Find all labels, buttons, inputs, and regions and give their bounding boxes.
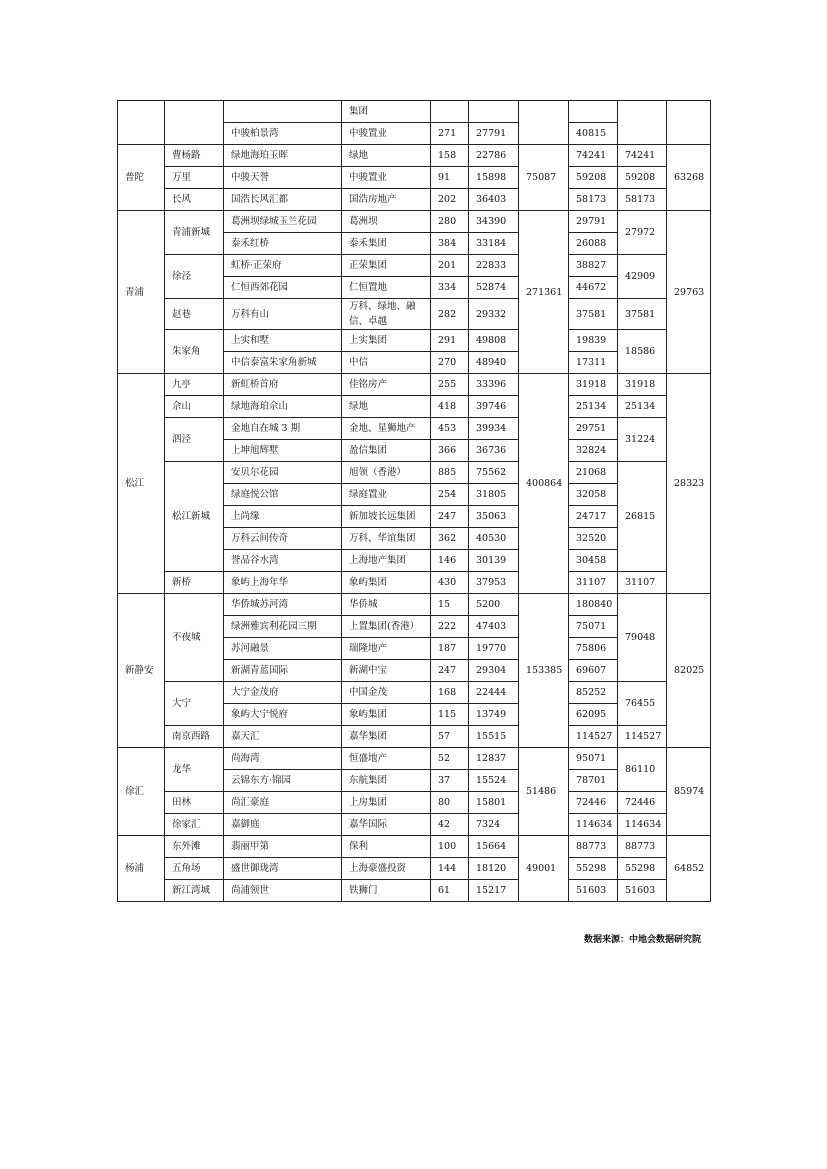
table-cell: 曹杨路 <box>165 145 224 167</box>
table-cell: 15 <box>431 594 469 616</box>
table-cell: 48940 <box>469 352 519 374</box>
table-row <box>118 462 711 484</box>
table-cell: 180840 <box>569 594 618 616</box>
table-cell: 37581 <box>569 299 618 330</box>
table-cell: 青浦新城 <box>165 211 224 255</box>
table-cell: 418 <box>431 396 469 418</box>
table-cell: 36736 <box>469 440 519 462</box>
table-cell: 泰禾红桥 <box>224 233 342 255</box>
table-row <box>118 167 711 189</box>
table-cell: 华侨城苏河湾 <box>224 594 342 616</box>
table-cell: 15664 <box>469 836 519 858</box>
table-cell: 21068 <box>569 462 618 484</box>
table-cell: 75087 <box>519 145 569 211</box>
table-cell: 新桥 <box>165 572 224 594</box>
table-cell: 仁恒置地 <box>342 277 431 299</box>
table-cell: 58173 <box>618 189 667 211</box>
table-cell: 28323 <box>667 374 711 594</box>
table-cell: 86110 <box>618 748 667 792</box>
table-cell: 114527 <box>618 726 667 748</box>
table-cell: 334 <box>431 277 469 299</box>
table-cell: 东外滩 <box>165 836 224 858</box>
table-cell: 37953 <box>469 572 519 594</box>
table-cell: 29751 <box>569 418 618 440</box>
table-cell: 74241 <box>569 145 618 167</box>
table-cell: 55298 <box>618 858 667 880</box>
table-cell <box>618 101 667 145</box>
table-row <box>118 814 711 836</box>
table-cell <box>165 101 224 145</box>
table-cell: 誉品谷水湾 <box>224 550 342 572</box>
table-cell: 36403 <box>469 189 519 211</box>
table-row <box>118 211 711 233</box>
table-cell: 虹桥·正荣府 <box>224 255 342 277</box>
table-cell: 254 <box>431 484 469 506</box>
table-cell: 铁狮门 <box>342 880 431 902</box>
table-cell: 云锦东方·锦园 <box>224 770 342 792</box>
table-cell: 35063 <box>469 506 519 528</box>
table-cell: 430 <box>431 572 469 594</box>
table-cell: 7324 <box>469 814 519 836</box>
table-cell: 上尚缘 <box>224 506 342 528</box>
table-cell: 75562 <box>469 462 519 484</box>
table-cell: 146 <box>431 550 469 572</box>
table-row <box>118 255 711 277</box>
table-cell: 朱家角 <box>165 330 224 374</box>
table-cell: 上房集团 <box>342 792 431 814</box>
table-cell: 22786 <box>469 145 519 167</box>
table-cell: 翡丽甲第 <box>224 836 342 858</box>
table-cell: 72446 <box>618 792 667 814</box>
table-cell: 63268 <box>667 145 711 211</box>
table-cell: 新湖青蓝国际 <box>224 660 342 682</box>
table-cell: 瑞隆地产 <box>342 638 431 660</box>
table-cell: 嘉天汇 <box>224 726 342 748</box>
table-cell: 75806 <box>569 638 618 660</box>
table-cell: 114527 <box>569 726 618 748</box>
table-cell: 49001 <box>519 836 569 902</box>
table-cell: 尚汇豪庭 <box>224 792 342 814</box>
table-cell: 国浩房地产 <box>342 189 431 211</box>
table-cell: 282 <box>431 299 469 330</box>
table-cell: 25134 <box>618 396 667 418</box>
table-cell: 中骏置业 <box>342 167 431 189</box>
table-cell: 华侨城 <box>342 594 431 616</box>
table-cell: 松江 <box>118 374 165 594</box>
table-cell: 新静安 <box>118 594 165 748</box>
table-cell: 100 <box>431 836 469 858</box>
table-cell: 万科云间传奇 <box>224 528 342 550</box>
table-cell: 29332 <box>469 299 519 330</box>
table-cell: 18120 <box>469 858 519 880</box>
table-cell: 78701 <box>569 770 618 792</box>
table-cell: 杨浦 <box>118 836 165 902</box>
table-cell: 26088 <box>569 233 618 255</box>
table-cell: 万科、绿地、融信、卓越 <box>342 299 431 330</box>
table-cell: 64852 <box>667 836 711 902</box>
table-cell: 31224 <box>618 418 667 462</box>
table-cell: 88773 <box>569 836 618 858</box>
table-cell: 上实集团 <box>342 330 431 352</box>
table-row <box>118 330 711 352</box>
table-cell: 187 <box>431 638 469 660</box>
table-cell: 龙华 <box>165 748 224 792</box>
table-cell: 34390 <box>469 211 519 233</box>
table-cell: 尚浦领世 <box>224 880 342 902</box>
table-cell: 集团 <box>342 101 431 123</box>
table-cell: 19839 <box>569 330 618 352</box>
table-cell: 泗泾 <box>165 418 224 462</box>
table-cell: 17311 <box>569 352 618 374</box>
table-cell: 徐汇 <box>118 748 165 836</box>
table-cell: 33396 <box>469 374 519 396</box>
table-cell: 新湖中宝 <box>342 660 431 682</box>
table-cell: 31918 <box>618 374 667 396</box>
table-cell: 徐泾 <box>165 255 224 299</box>
table-cell: 39746 <box>469 396 519 418</box>
table-cell: 长风 <box>165 189 224 211</box>
table-cell: 30139 <box>469 550 519 572</box>
table-row <box>118 682 711 704</box>
table-cell: 27972 <box>618 211 667 255</box>
table-cell: 绿庭悦公馆 <box>224 484 342 506</box>
housing-data-table <box>117 100 711 902</box>
table-cell: 52 <box>431 748 469 770</box>
table-cell: 453 <box>431 418 469 440</box>
table-cell: 80 <box>431 792 469 814</box>
table-cell: 55298 <box>569 858 618 880</box>
table-cell: 万科、华谊集团 <box>342 528 431 550</box>
table-cell: 79048 <box>618 594 667 682</box>
table-cell: 31107 <box>618 572 667 594</box>
table-cell: 51603 <box>618 880 667 902</box>
table-cell: 31107 <box>569 572 618 594</box>
table-cell: 291 <box>431 330 469 352</box>
table-cell: 五角场 <box>165 858 224 880</box>
table-cell: 5200 <box>469 594 519 616</box>
table-cell: 南京西路 <box>165 726 224 748</box>
table-cell: 115 <box>431 704 469 726</box>
table-cell: 绿地 <box>342 145 431 167</box>
table-row <box>118 594 711 616</box>
table-cell: 15217 <box>469 880 519 902</box>
table-cell: 徐家汇 <box>165 814 224 836</box>
table-cell: 280 <box>431 211 469 233</box>
table-cell: 象屿集团 <box>342 572 431 594</box>
table-cell: 114634 <box>569 814 618 836</box>
table-row <box>118 880 711 902</box>
table-cell: 佘山 <box>165 396 224 418</box>
table-cell: 15515 <box>469 726 519 748</box>
table-cell: 37581 <box>618 299 667 330</box>
table-cell: 保利 <box>342 836 431 858</box>
table-cell <box>118 101 165 145</box>
table-cell: 上实和墅 <box>224 330 342 352</box>
table-cell: 中骏柏景湾 <box>224 123 342 145</box>
table-cell: 27791 <box>469 123 519 145</box>
table-cell: 270 <box>431 352 469 374</box>
table-cell: 91 <box>431 167 469 189</box>
table-cell: 普陀 <box>118 145 165 211</box>
table-cell: 24717 <box>569 506 618 528</box>
table-row <box>118 572 711 594</box>
table-row <box>118 748 711 770</box>
table-cell: 366 <box>431 440 469 462</box>
table-cell: 29791 <box>569 211 618 233</box>
table-cell: 盛世御珑湾 <box>224 858 342 880</box>
table-cell: 苏河融景 <box>224 638 342 660</box>
table-cell: 大宁 <box>165 682 224 726</box>
table-cell <box>224 101 342 123</box>
table-cell: 58173 <box>569 189 618 211</box>
table-cell: 新江湾城 <box>165 880 224 902</box>
table-cell: 旭领（香港） <box>342 462 431 484</box>
table-cell: 绿地海珀玉晖 <box>224 145 342 167</box>
table-cell: 万里 <box>165 167 224 189</box>
table-row <box>118 396 711 418</box>
table-cell <box>667 101 711 145</box>
table-cell: 158 <box>431 145 469 167</box>
table-cell: 74241 <box>618 145 667 167</box>
table-cell: 29304 <box>469 660 519 682</box>
table-cell: 象屿集团 <box>342 704 431 726</box>
table-cell: 不夜城 <box>165 594 224 682</box>
table-cell: 赵巷 <box>165 299 224 330</box>
table-cell: 82025 <box>667 594 711 748</box>
table-cell: 51486 <box>519 748 569 836</box>
table-cell: 15801 <box>469 792 519 814</box>
table-cell: 76455 <box>618 682 667 726</box>
table-cell: 青浦 <box>118 211 165 374</box>
table-cell: 31805 <box>469 484 519 506</box>
table-cell: 象屿大宁悦府 <box>224 704 342 726</box>
table-cell: 正荣集团 <box>342 255 431 277</box>
table-row <box>118 792 711 814</box>
table-cell: 金地自在城 3 期 <box>224 418 342 440</box>
table-cell: 绿地海珀佘山 <box>224 396 342 418</box>
table-cell: 万科有山 <box>224 299 342 330</box>
table-row <box>118 145 711 167</box>
table-cell: 中骏天誉 <box>224 167 342 189</box>
table-cell <box>569 101 618 123</box>
table-cell: 88773 <box>618 836 667 858</box>
table-cell: 51603 <box>569 880 618 902</box>
table-cell: 葛洲坝 <box>342 211 431 233</box>
table-cell: 39934 <box>469 418 519 440</box>
table-cell: 201 <box>431 255 469 277</box>
table-cell: 18586 <box>618 330 667 374</box>
table-cell: 13749 <box>469 704 519 726</box>
table-cell: 22833 <box>469 255 519 277</box>
data-source-note: 数据来源：中地会数据研究院 <box>583 935 701 945</box>
table-cell: 仁恒西郊花园 <box>224 277 342 299</box>
table-cell: 中骏置业 <box>342 123 431 145</box>
table-cell: 22444 <box>469 682 519 704</box>
table-cell: 31918 <box>569 374 618 396</box>
table-cell: 上坤旭辉墅 <box>224 440 342 462</box>
table-cell: 新虹桥首府 <box>224 374 342 396</box>
table-cell: 大宁金茂府 <box>224 682 342 704</box>
table-cell: 绿庭置业 <box>342 484 431 506</box>
table-cell: 42 <box>431 814 469 836</box>
table-cell: 202 <box>431 189 469 211</box>
table-cell: 52874 <box>469 277 519 299</box>
table-cell: 金地、星狮地产 <box>342 418 431 440</box>
table-row <box>118 418 711 440</box>
table-cell: 85974 <box>667 748 711 836</box>
table-cell: 上海地产集团 <box>342 550 431 572</box>
table-cell <box>469 101 519 123</box>
table-cell: 168 <box>431 682 469 704</box>
table-cell: 247 <box>431 660 469 682</box>
table-cell: 东航集团 <box>342 770 431 792</box>
table-cell: 75071 <box>569 616 618 638</box>
table-cell: 九亭 <box>165 374 224 396</box>
table-cell: 144 <box>431 858 469 880</box>
table-cell: 32824 <box>569 440 618 462</box>
table-cell: 安贝尔花园 <box>224 462 342 484</box>
table-cell: 12837 <box>469 748 519 770</box>
table-cell: 15898 <box>469 167 519 189</box>
table-row <box>118 858 711 880</box>
table-cell: 30458 <box>569 550 618 572</box>
table-cell: 上置集团(香港） <box>342 616 431 638</box>
table-cell: 362 <box>431 528 469 550</box>
table-cell: 885 <box>431 462 469 484</box>
table-body <box>118 101 711 902</box>
table-cell: 嘉华国际 <box>342 814 431 836</box>
table-cell: 61 <box>431 880 469 902</box>
table-cell: 57 <box>431 726 469 748</box>
table-cell: 247 <box>431 506 469 528</box>
table-cell: 255 <box>431 374 469 396</box>
table-cell: 271 <box>431 123 469 145</box>
table-row <box>118 836 711 858</box>
table-cell: 59208 <box>618 167 667 189</box>
table-cell: 222 <box>431 616 469 638</box>
table-cell: 400864 <box>519 374 569 594</box>
table-cell: 上海豪盛投资 <box>342 858 431 880</box>
table-cell: 40815 <box>569 123 618 145</box>
table-cell: 32520 <box>569 528 618 550</box>
table-cell: 象屿上海年华 <box>224 572 342 594</box>
table-cell: 佳铭房产 <box>342 374 431 396</box>
table-cell: 15524 <box>469 770 519 792</box>
table-cell: 绿地 <box>342 396 431 418</box>
table-cell: 49808 <box>469 330 519 352</box>
table-cell: 69607 <box>569 660 618 682</box>
table-cell: 25134 <box>569 396 618 418</box>
table-cell: 嘉华集团 <box>342 726 431 748</box>
table-cell <box>431 101 469 123</box>
table-cell: 松江新城 <box>165 462 224 572</box>
table-cell: 中信泰富朱家角新城 <box>224 352 342 374</box>
table-cell: 40530 <box>469 528 519 550</box>
table-cell <box>519 101 569 145</box>
table-row <box>118 101 711 123</box>
table-cell: 32058 <box>569 484 618 506</box>
table-cell: 29763 <box>667 211 711 374</box>
table-cell: 国浩长风汇都 <box>224 189 342 211</box>
table-cell: 中国金茂 <box>342 682 431 704</box>
table-cell: 72446 <box>569 792 618 814</box>
table-cell: 59208 <box>569 167 618 189</box>
table-cell: 新加坡长远集团 <box>342 506 431 528</box>
table-cell: 114634 <box>618 814 667 836</box>
table-cell: 中信 <box>342 352 431 374</box>
table-cell: 38827 <box>569 255 618 277</box>
table-cell: 26815 <box>618 462 667 572</box>
table-cell: 95071 <box>569 748 618 770</box>
table-cell: 85252 <box>569 682 618 704</box>
table-cell: 尚海湾 <box>224 748 342 770</box>
table-cell: 42909 <box>618 255 667 299</box>
table-cell: 19770 <box>469 638 519 660</box>
table-cell: 葛洲坝绿城玉兰花园 <box>224 211 342 233</box>
table-cell: 绿洲雅宾利花园三期 <box>224 616 342 638</box>
table-cell: 153385 <box>519 594 569 748</box>
table-cell: 恒盛地产 <box>342 748 431 770</box>
table-row <box>118 726 711 748</box>
table-row <box>118 374 711 396</box>
table-cell: 33184 <box>469 233 519 255</box>
table-cell: 泰禾集团 <box>342 233 431 255</box>
table-cell: 37 <box>431 770 469 792</box>
table-cell: 384 <box>431 233 469 255</box>
table-cell: 田林 <box>165 792 224 814</box>
table-row <box>118 189 711 211</box>
table-cell: 44672 <box>569 277 618 299</box>
table-cell: 62095 <box>569 704 618 726</box>
table-cell: 嘉御庭 <box>224 814 342 836</box>
table-cell: 47403 <box>469 616 519 638</box>
table-cell: 271361 <box>519 211 569 374</box>
table-cell: 盈信集团 <box>342 440 431 462</box>
